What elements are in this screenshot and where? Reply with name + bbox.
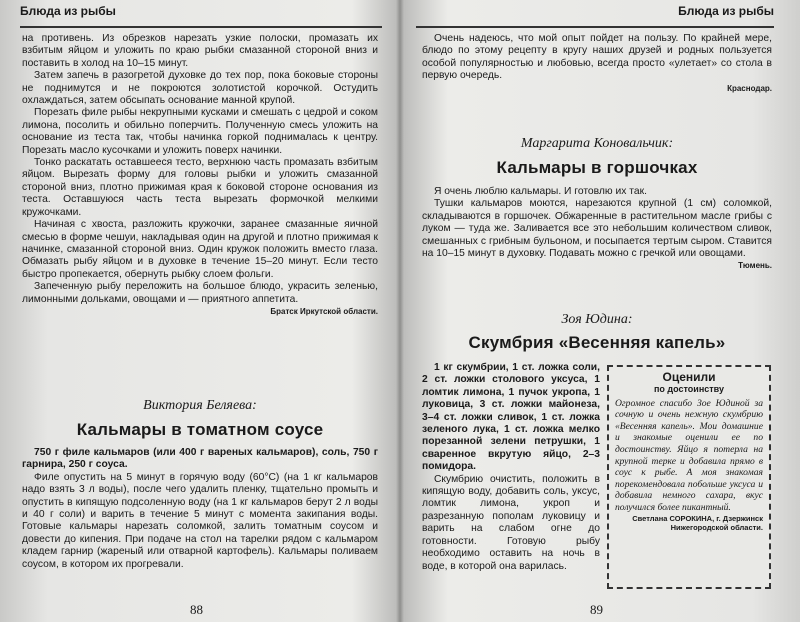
page-number-right: 89 bbox=[590, 602, 603, 617]
recipe2-ingredients: 750 г филе кальмаров (или 400 г вареных кальмаров), соль, 750 г гарнира, 250 г соуса. bbox=[22, 447, 378, 471]
recipe1-continuation bbox=[22, 33, 378, 318]
paragraph: Запеченную рыбу переложить на большое блюдо, украсить зеленью, лимонными дольками, овощами и — приятного аппетита. bbox=[22, 281, 378, 305]
signature-krasnodar: Краснодар. bbox=[727, 83, 772, 93]
paragraph: на противень. Из обрезков нарезать узкие полоски, промазать их взбитым яйцом и уложить по краю рыбки смазанной стороной вниз и поставить в холод на 10–15 минут. bbox=[22, 33, 378, 69]
recipe2-author: Виктория Беляева: bbox=[143, 398, 257, 413]
paragraph: Скумбрию очистить, положить в кипящую воду, добавить соль, уксус, ломтик лимона, укроп и разрезанную пополам луковицу и варить на слабом огне до готовности. Готовую рыбу необходимо оставить на ночь в воде, в которой она варилась. bbox=[422, 473, 600, 572]
recipe4-ingredients: 1 кг скумбрии, 1 ст. ложка соли, 2 ст. ложки столового уксуса, 1 ломтик лимона, 1 пучок укропа, 1 луковица, 3 ст. ложки майонеза, 3–4 ст. ложки сливок, 1 ст. ложка зеленого лука, 1 ст. ложка мелко порезанной зелени петрушки, 1 сваренное вкрутую яйцо, 2–3 помидора. bbox=[422, 362, 600, 473]
recipe4-author: Зоя Юдина: bbox=[561, 312, 633, 327]
box-text: Огромное спасибо Зое Юдиной за сочную и очень нежную скумбрию «Весенняя капель». Мои домашние и знакомые оценили ее по достоинству. Яйцо я потерла на крупной терке и добавила прямо в соус к рыбе. А моя знакомая порекомендовала побольше уксуса и добавила немного сахара, вкус получился более пикантный. bbox=[615, 397, 763, 513]
signature-bratsk: Братск Иркутской области. bbox=[270, 306, 378, 316]
paragraph: Тонко раскатать оставшееся тесто, верхнюю часть промазать взбитым яйцом. Вырезать форму для головы рыбки и уложить смазанной стороной вниз, плотно прижимая края к боковой стороне основания из теста. Оставшуюся часть теста вырезать формочкой мелкими кружочками. bbox=[22, 157, 378, 218]
page-number-left: 88 bbox=[190, 602, 203, 617]
right-page bbox=[402, 0, 800, 622]
box-signature: Светлана СОРОКИНА, г. Дзержинск Нижегородской области. bbox=[632, 513, 763, 532]
recipe3-author: Маргарита Коновальчик: bbox=[520, 136, 674, 151]
recipe4-title: Скумбрия «Весенняя капель» bbox=[468, 333, 726, 352]
paragraph: Порезать филе рыбы некрупными кусками и смешать с цедрой и соком лимона, посолить и обильно поперчить. Полученную смесь уложить на основание из теста так, чтобы начинка горкой поднималась к центру. Порезать масло кусочками и уложить поверх начинки. bbox=[22, 107, 378, 156]
signature-tyumen: Тюмень. bbox=[738, 261, 772, 271]
box-subtitle: по достоинству bbox=[653, 384, 724, 394]
running-header-right: Блюда из рыбы bbox=[416, 4, 774, 28]
box-title: Оценили bbox=[662, 370, 716, 384]
intro-text bbox=[422, 33, 772, 95]
paragraph: Тушки кальмаров моются, нарезаются крупной (1 см) соломкой, складываются в горшочек. Обжаренные в растительном масле грибы с луком — туда же. Заливается все это небольшим количеством сливок, смешанных с грибным бульоном, и посыпается тертым сыром. Ставится на 10–15 минут в духовку. Подавать можно с гречкой или овощами. bbox=[422, 198, 772, 260]
paragraph: Филе опустить на 5 минут в горячую воду (60°С) (на 1 кг кальмаров надо взять 3 л воды), после чего удалить пленку, тщательно промыть и опустить в кипящую подсоленную воду (на 1 кг кальмаров берут 2 л воды и 40 г соли) и варить в течение 5 минут с момента закипания воды. Готовые кальмары нарезать соломкой, залить томатным соусом и довести до кипения. При подаче на стол на тарелки рядом с кальмаром кладем гарнир (жареный или отварной картофель). Кальмары поливаем соусом, в котором их прогревали. bbox=[22, 471, 378, 570]
recipe4-body bbox=[422, 362, 600, 573]
recipe2-body bbox=[22, 447, 378, 571]
reader-feedback-box bbox=[607, 365, 771, 589]
recipe3-title: Кальмары в горшочках bbox=[496, 158, 698, 177]
paragraph: Затем запечь в разогретой духовке до тех пор, пока боковые стороны не поднимутся и не покроются золотистой корочкой. Остудить охлаждаться, затем обсыпать основание манной крупой. bbox=[22, 70, 378, 107]
running-header-left: Блюда из рыбы bbox=[20, 4, 382, 28]
left-page bbox=[0, 0, 398, 622]
paragraph: Начиная с хвоста, разложить кружочки, заранее смазанные яичной смесью в форме чешуи, накладывая один на другой и плотно прижимая к начинке, смазанной стороной вниз. Один кружок положить вместо глаза. Обмазать рыбу яйцом и в духовке в течение 15–20 минут. Если тесто быстро пропекается, обернуть рыбку слоем фольги. bbox=[22, 219, 378, 280]
recipe2-title: Кальмары в томатном соусе bbox=[76, 420, 324, 439]
paragraph: Я очень люблю кальмары. И готовлю их так. bbox=[434, 186, 647, 197]
recipe3-body bbox=[422, 186, 772, 273]
paragraph: Очень надеюсь, что мой опыт пойдет на пользу. По крайней мере, блюдо по этому рецепту в кругу наших друзей и родных пользуется особой популярностью и любовью, всегда просто «улетает» со стола в первую очередь. bbox=[422, 33, 772, 82]
